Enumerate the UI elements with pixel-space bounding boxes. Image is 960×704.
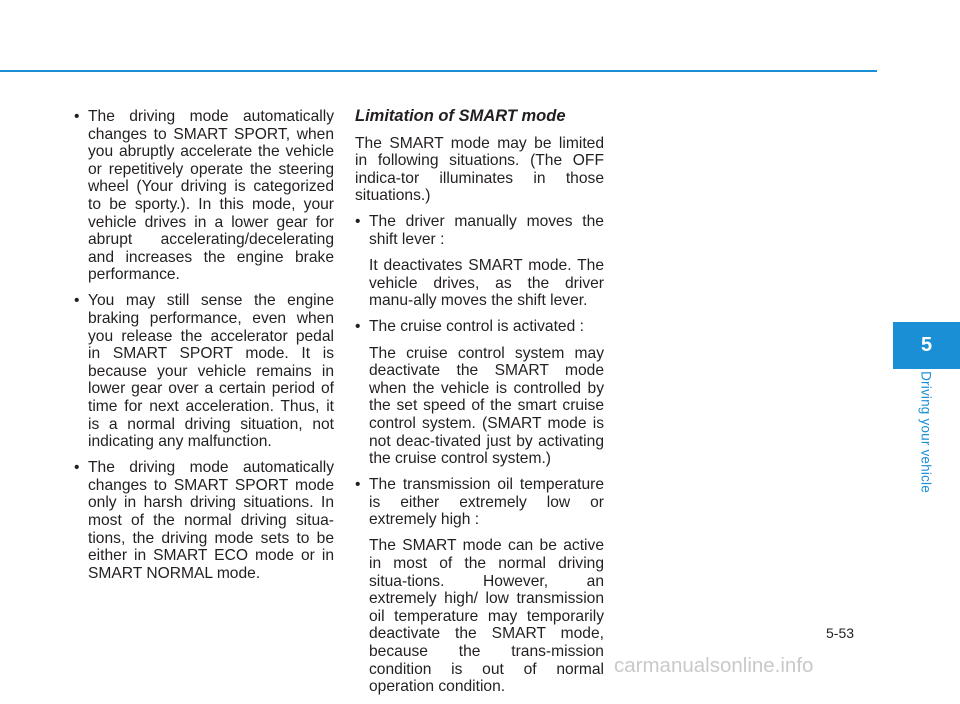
bullet-item: • The driving mode automatically changes to SMART SPORT mode only in harsh driving situations. In most of the normal driving situa-tions, the driving mode sets to be either in SMART ECO mode or in SMART NORMAL mode. [74,459,334,582]
chapter-tab: 5 [893,322,960,369]
left-column [74,108,334,591]
bullet-item: • The cruise control is activated : [355,318,604,336]
bullet-detail: It deactivates SMART mode. The vehicle drives, as the driver manu-ally moves the shift lever. [369,257,604,310]
bullet-item: • The transmission oil temperature is either extremely low or extremely high : [355,476,604,529]
bullet-item: • The driver manually moves the shift lever : [355,213,604,248]
right-column [355,108,604,704]
intro-paragraph: The SMART mode may be limited in following situations. (The OFF indica-tor illuminates in those situations.) [355,134,604,205]
bullet-item: • You may still sense the engine braking performance, even when you release the accelerator pedal in SMART SPORT mode. It is because your vehicle remains in lower gear over a certain period of time for next acceleration. Thus, it is a normal driving situation, not indicating any malfunction. [74,292,334,450]
section-heading: Limitation of SMART mode [355,107,566,125]
watermark-link[interactable]: carmanualsonline.info [614,654,814,677]
top-rule [0,70,877,72]
bullet-detail: The SMART mode can be active in most of the normal driving situa-tions. However, an extremely high/ low transmission oil temperature may temporarily deactivate the SMART mode, because the trans-mission condition is out of normal operation condition. [369,537,604,696]
bullet-detail: The cruise control system may deactivate the SMART mode when the vehicle is controlled by the set speed of the smart cruise control system. (SMART mode is not deac-tivated just by activating the cruise control system.) [369,344,604,468]
bullet-item: • The driving mode automatically changes to SMART SPORT, when you abruptly accelerate the vehicle or repetitively operate the steering wheel (Your driving is categorized to be sporty.). In this mode, your vehicle drives in a lower gear for abrupt accelerating/decelerating and increases the engine brake performance. [74,108,334,284]
chapter-label: Driving your vehicle [918,371,934,493]
page-number: 5-53 [826,625,855,641]
